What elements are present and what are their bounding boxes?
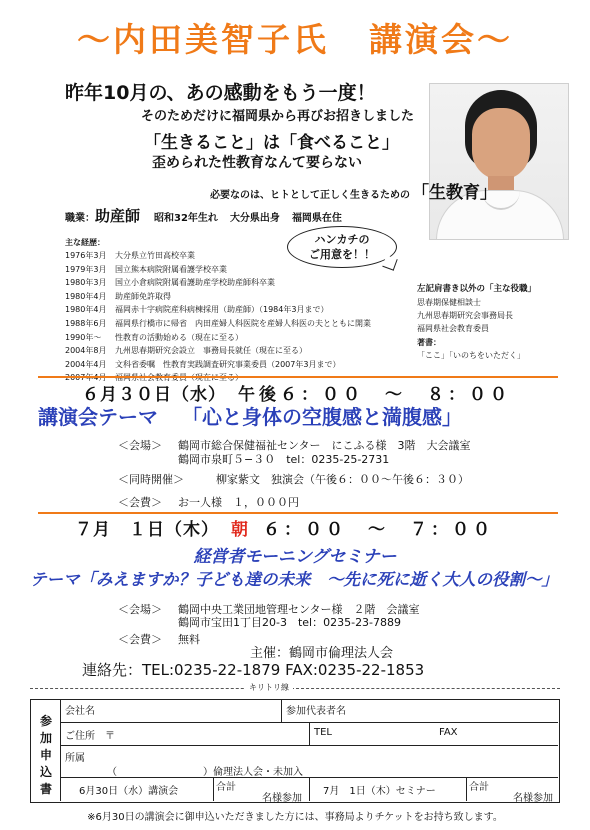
representative-field[interactable]: 参加代表者名	[286, 706, 346, 717]
career-item: 2007年4月 福岡県社会教育委員（現在に至る）	[65, 373, 243, 383]
form-row-address	[61, 723, 558, 746]
tel-field[interactable]: TEL	[314, 727, 332, 738]
lecture-total-label: 合計	[216, 782, 236, 793]
form-row-entries	[61, 778, 558, 804]
intro-line-2: そのためだけに福岡県から再びお招きしました	[141, 109, 415, 124]
seminar-datetime	[75, 515, 494, 540]
application-form	[30, 699, 560, 803]
intro-line-5-small: 必要なのは、ヒトとして正しく生きるための	[210, 190, 410, 201]
seminar-date: ７月 １日（木）	[75, 520, 219, 540]
career-item: 2004年8月 九州思春期研究会設立 事務局長就任（現在に至る）	[65, 346, 307, 356]
career-item: 1980年3月 国立小倉病院附属看護助産学校助産師科卒業	[65, 278, 275, 288]
concurrent-event	[118, 471, 469, 487]
lecture-fee	[118, 494, 299, 510]
seminar-title: 経営者モーニングセミナー	[193, 547, 397, 567]
page-title	[0, 14, 590, 61]
role-item: 福岡県社会教育委員	[417, 324, 489, 333]
title-name: 〜内田美智子氏	[77, 20, 329, 59]
books-title: 著書：	[417, 338, 441, 347]
intro-line-5	[210, 178, 497, 203]
roles-block	[417, 282, 536, 335]
books-value: 「ここ」「いのちをいただく」	[417, 351, 525, 360]
career-item: 1980年4月 助産師免許取得	[65, 291, 171, 301]
intro-line-4: 歪められた性教育なんて要らない	[152, 155, 362, 171]
membership-paren-open: （	[107, 767, 117, 778]
lecture-date: ６月３０日（水）	[82, 385, 226, 405]
lecture-theme	[38, 401, 462, 430]
divider	[38, 512, 558, 514]
cut-label: キリトリ線	[245, 682, 293, 693]
form-row-company	[61, 700, 558, 723]
lecture-address	[118, 451, 389, 467]
seminar-theme: テーマ「みえますか？子ども達の未来 〜先に死に逝く大人の役割〜」	[30, 570, 558, 589]
role-item: 九州思春期研究会事務局長	[417, 311, 513, 320]
career-title: 主な経歴：	[65, 238, 105, 247]
cut-line	[30, 688, 560, 689]
seminar-fee	[118, 631, 200, 647]
form-row-membership	[61, 746, 558, 778]
seminar-entry: 7月 1日（木）セミナー	[323, 786, 436, 797]
roles-title: 左記肩書き以外の「主な役職」	[417, 284, 537, 294]
fax-field[interactable]: FAX	[439, 727, 458, 738]
fee-label: ＜会費＞	[118, 496, 162, 509]
seminar-count-field[interactable]: 名様参加	[513, 793, 553, 804]
company-field[interactable]: 会社名	[65, 706, 95, 717]
career-item: 2004年4月 文科省委嘱 性教育実践調査研究事業委員（2007年3月まで）	[65, 359, 341, 369]
books-block	[417, 337, 525, 363]
lecture-entry: 6月30日（水）講演会	[79, 786, 179, 797]
seminar-total-label: 合計	[469, 782, 489, 793]
address-text: 鶴岡市宝田1丁目20-3 tel：0235-23-7889	[178, 616, 402, 629]
role-item: 思春期保健相談士	[417, 298, 481, 307]
venue-label: ＜会場＞	[118, 603, 162, 616]
born-text: 昭和32年生れ	[154, 213, 218, 224]
lecture-theme-text: 「心と身体の空腹感と満腹感」	[182, 405, 462, 429]
seminar-time: ６：００ 〜 ７：００	[263, 520, 494, 540]
footnote: ※6月30日の講演会に御申込いただきました方には、事務局よりチケットをお持ち致します。	[87, 812, 503, 823]
fee-text: 無料	[178, 633, 200, 646]
job-value: 助産師	[95, 207, 141, 225]
venue-text: 鶴岡中央工業団地管理センター様 ２階 会議室	[178, 603, 420, 616]
residence-text: 福岡県在住	[291, 213, 342, 224]
organizer: 主催：鶴岡市倫理法人会	[250, 646, 394, 661]
membership-field[interactable]: ）倫理法人会・未加入	[203, 767, 303, 778]
intro-line-3: 「生きること」は「食べること」	[144, 133, 399, 153]
job-label: 職業：	[65, 213, 95, 224]
lecture-theme-label: 講演会テーマ	[38, 405, 158, 429]
title-suffix: 講演会〜	[369, 20, 513, 59]
bubble-line-1: ハンカチの	[314, 233, 370, 246]
venue-text: 鶴岡市総合保健福祉センター にこふる様 3階 大会議室	[178, 439, 471, 452]
form-side-label: 参 加 申 込 書	[31, 700, 61, 801]
contact-info: 連絡先：TEL:0235-22-1879 FAX:0235-22-1853	[82, 661, 425, 679]
career-item: 1979年3月 国立熊本病院附属看護学校卒業	[65, 264, 227, 274]
career-item: 1988年6月 福岡県行橋市に帰省 内田産婦人科医院を産婦人科医の夫とともに開業	[65, 318, 371, 328]
job-line	[65, 205, 342, 226]
career-item: 1980年4月 福岡赤十字病院産科病棟採用（助産師）（1984年3月まで）	[65, 305, 329, 315]
lecture-count-field[interactable]: 名様参加	[262, 793, 302, 804]
concurrent-text: 柳家紫文 独演会（午後６：００〜午後６：３０）	[216, 473, 469, 486]
seminar-morning: 朝	[231, 520, 249, 540]
career-item: 1976年3月 大分県立竹田高校卒業	[65, 251, 195, 260]
headline: 昨年10月の、あの感動をもう一度！	[65, 82, 376, 104]
career-item: 1990年〜 性教育の活動始める（現在に至る）	[65, 332, 243, 342]
bubble-line-2: ご用意を！！	[309, 248, 375, 261]
divider	[38, 376, 558, 378]
address-text: 鶴岡市泉町５−３０ tel：0235-25-2731	[178, 453, 390, 466]
membership-label: 所属	[65, 753, 85, 764]
concurrent-label: ＜同時開催＞	[118, 473, 184, 486]
origin-text: 大分県出身	[229, 213, 280, 224]
address-field[interactable]: ご住所 〒	[65, 731, 115, 742]
speaker-photo	[429, 83, 569, 240]
fee-text: お一人様 １，０００円	[178, 496, 299, 509]
venue-label: ＜会場＞	[118, 439, 162, 452]
seminar-address	[118, 614, 401, 630]
fee-label: ＜会費＞	[118, 633, 162, 646]
lecture-time: 午後６：００ 〜 ８：００	[238, 385, 511, 405]
career-list	[65, 249, 371, 385]
intro-line-5-big: 「生教育」	[412, 183, 497, 203]
